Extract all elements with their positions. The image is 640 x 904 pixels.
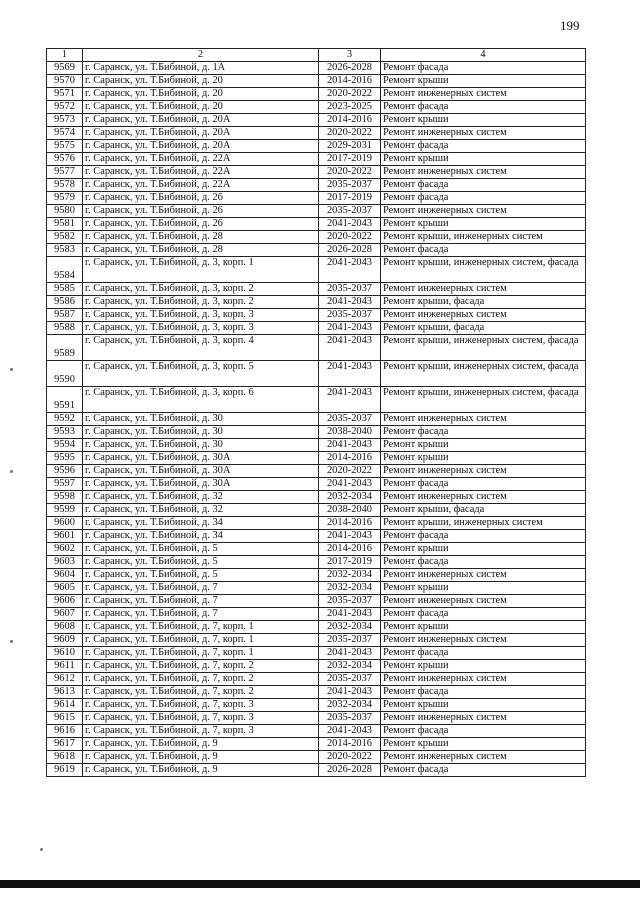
row-number-cell: 9576 [47,153,83,166]
period-cell: 2029-2031 [319,140,381,153]
work-type-cell: Ремонт крыши, инженерных систем [381,231,586,244]
address-cell: г. Саранск, ул. Т.Бибиной, д. 7, корп. 2 [83,660,319,673]
work-type-cell: Ремонт крыши [381,218,586,231]
period-cell: 2032-2034 [319,699,381,712]
row-number-cell: 9589 [47,335,83,361]
table-row [47,478,586,491]
row-number-cell: 9572 [47,101,83,114]
column-header-period: 3 [319,49,381,62]
table-row [47,439,586,452]
period-cell: 2026-2028 [319,764,381,777]
table-row [47,660,586,673]
period-cell: 2032-2034 [319,660,381,673]
work-type-cell: Ремонт инженерных систем [381,166,586,179]
row-number-cell: 9582 [47,231,83,244]
table-header-row [47,49,586,62]
period-cell: 2032-2034 [319,569,381,582]
address-cell: г. Саранск, ул. Т.Бибиной, д. 3, корп. 3 [83,309,319,322]
scan-speck [10,368,13,371]
address-cell: г. Саранск, ул. Т.Бибиной, д. 3, корп. 3 [83,322,319,335]
period-cell: 2041-2043 [319,335,381,361]
work-type-cell: Ремонт крыши, инженерных систем, фасада [381,361,586,387]
period-cell: 2020-2022 [319,166,381,179]
table-row [47,686,586,699]
table-row [47,335,586,361]
address-cell: г. Саранск, ул. Т.Бибиной, д. 9 [83,751,319,764]
work-type-cell: Ремонт фасада [381,62,586,75]
period-cell: 2041-2043 [319,478,381,491]
table-row [47,62,586,75]
work-type-cell: Ремонт фасада [381,179,586,192]
repair-schedule-table [46,48,586,777]
period-cell: 2014-2016 [319,738,381,751]
row-number-cell: 9598 [47,491,83,504]
table-row [47,114,586,127]
row-number-cell: 9604 [47,569,83,582]
period-cell: 2023-2025 [319,101,381,114]
period-cell: 2035-2037 [319,634,381,647]
address-cell: г. Саранск, ул. Т.Бибиной, д. 7 [83,595,319,608]
row-number-cell: 9613 [47,686,83,699]
address-cell: г. Саранск, ул. Т.Бибиной, д. 1А [83,62,319,75]
address-cell: г. Саранск, ул. Т.Бибиной, д. 30А [83,452,319,465]
work-type-cell: Ремонт крыши [381,660,586,673]
scan-speck [10,640,13,643]
period-cell: 2020-2022 [319,751,381,764]
row-number-cell: 9611 [47,660,83,673]
period-cell: 2032-2034 [319,582,381,595]
period-cell: 2032-2034 [319,621,381,634]
work-type-cell: Ремонт крыши [381,452,586,465]
row-number-cell: 9602 [47,543,83,556]
address-cell: г. Саранск, ул. Т.Бибиной, д. 9 [83,764,319,777]
address-cell: г. Саранск, ул. Т.Бибиной, д. 30А [83,478,319,491]
row-number-cell: 9607 [47,608,83,621]
work-type-cell: Ремонт инженерных систем [381,465,586,478]
work-type-cell: Ремонт фасада [381,608,586,621]
period-cell: 2041-2043 [319,257,381,283]
work-type-cell: Ремонт крыши, инженерных систем [381,517,586,530]
period-cell: 2041-2043 [319,387,381,413]
table-row [47,361,586,387]
address-cell: г. Саранск, ул. Т.Бибиной, д. 34 [83,530,319,543]
row-number-cell: 9581 [47,218,83,231]
address-cell: г. Саранск, ул. Т.Бибиной, д. 9 [83,738,319,751]
table-body [47,62,586,777]
table-row [47,504,586,517]
work-type-cell: Ремонт фасада [381,686,586,699]
work-type-cell: Ремонт фасада [381,244,586,257]
period-cell: 2041-2043 [319,686,381,699]
table-row [47,608,586,621]
period-cell: 2017-2019 [319,556,381,569]
work-type-cell: Ремонт инженерных систем [381,205,586,218]
address-cell: г. Саранск, ул. Т.Бибиной, д. 26 [83,205,319,218]
address-cell: г. Саранск, ул. Т.Бибиной, д. 28 [83,231,319,244]
table-row [47,413,586,426]
row-number-cell: 9601 [47,530,83,543]
row-number-cell: 9618 [47,751,83,764]
work-type-cell: Ремонт фасада [381,192,586,205]
table-row [47,309,586,322]
row-number-cell: 9600 [47,517,83,530]
address-cell: г. Саранск, ул. Т.Бибиной, д. 30 [83,413,319,426]
row-number-cell: 9617 [47,738,83,751]
period-cell: 2017-2019 [319,192,381,205]
table-row [47,582,586,595]
address-cell: г. Саранск, ул. Т.Бибиной, д. 20 [83,101,319,114]
address-cell: г. Саранск, ул. Т.Бибиной, д. 26 [83,192,319,205]
row-number-cell: 9587 [47,309,83,322]
work-type-cell: Ремонт инженерных систем [381,595,586,608]
table-row [47,283,586,296]
work-type-cell: Ремонт фасада [381,764,586,777]
work-type-cell: Ремонт крыши [381,75,586,88]
address-cell: г. Саранск, ул. Т.Бибиной, д. 7, корп. 1 [83,634,319,647]
address-cell: г. Саранск, ул. Т.Бибиной, д. 22А [83,153,319,166]
work-type-cell: Ремонт крыши [381,439,586,452]
row-number-cell: 9597 [47,478,83,491]
work-type-cell: Ремонт инженерных систем [381,491,586,504]
row-number-cell: 9578 [47,179,83,192]
period-cell: 2035-2037 [319,309,381,322]
row-number-cell: 9570 [47,75,83,88]
column-header-work: 4 [381,49,586,62]
address-cell: г. Саранск, ул. Т.Бибиной, д. 7, корп. 3 [83,712,319,725]
period-cell: 2041-2043 [319,296,381,309]
period-cell: 2032-2034 [319,491,381,504]
period-cell: 2035-2037 [319,413,381,426]
address-cell: г. Саранск, ул. Т.Бибиной, д. 3, корп. 4 [83,335,319,361]
period-cell: 2041-2043 [319,530,381,543]
address-cell: г. Саранск, ул. Т.Бибиной, д. 7, корп. 3 [83,725,319,738]
row-number-cell: 9588 [47,322,83,335]
period-cell: 2014-2016 [319,543,381,556]
period-cell: 2038-2040 [319,426,381,439]
row-number-cell: 9569 [47,62,83,75]
address-cell: г. Саранск, ул. Т.Бибиной, д. 32 [83,504,319,517]
period-cell: 2026-2028 [319,62,381,75]
table-row [47,166,586,179]
table-row [47,556,586,569]
work-type-cell: Ремонт крыши [381,582,586,595]
address-cell: г. Саранск, ул. Т.Бибиной, д. 22А [83,166,319,179]
period-cell: 2014-2016 [319,517,381,530]
work-type-cell: Ремонт крыши [381,699,586,712]
address-cell: г. Саранск, ул. Т.Бибиной, д. 3, корп. 6 [83,387,319,413]
period-cell: 2026-2028 [319,244,381,257]
table-row [47,452,586,465]
period-cell: 2035-2037 [319,673,381,686]
address-cell: г. Саранск, ул. Т.Бибиной, д. 30 [83,439,319,452]
row-number-cell: 9594 [47,439,83,452]
table-row [47,426,586,439]
table-row [47,764,586,777]
work-type-cell: Ремонт фасада [381,478,586,491]
address-cell: г. Саранск, ул. Т.Бибиной, д. 30А [83,465,319,478]
address-cell: г. Саранск, ул. Т.Бибиной, д. 5 [83,543,319,556]
row-number-cell: 9573 [47,114,83,127]
row-number-cell: 9592 [47,413,83,426]
period-cell: 2020-2022 [319,231,381,244]
address-cell: г. Саранск, ул. Т.Бибиной, д. 7 [83,582,319,595]
table-row [47,192,586,205]
period-cell: 2014-2016 [319,452,381,465]
table-row [47,621,586,634]
address-cell: г. Саранск, ул. Т.Бибиной, д. 3, корп. 2 [83,283,319,296]
row-number-cell: 9599 [47,504,83,517]
row-number-cell: 9610 [47,647,83,660]
table-row [47,699,586,712]
work-type-cell: Ремонт фасада [381,647,586,660]
period-cell: 2035-2037 [319,205,381,218]
table-row [47,179,586,192]
period-cell: 2035-2037 [319,179,381,192]
table-row [47,140,586,153]
table-row [47,153,586,166]
work-type-cell: Ремонт инженерных систем [381,569,586,582]
work-type-cell: Ремонт инженерных систем [381,712,586,725]
period-cell: 2041-2043 [319,361,381,387]
table-row [47,543,586,556]
table-row [47,88,586,101]
period-cell: 2035-2037 [319,712,381,725]
row-number-cell: 9593 [47,426,83,439]
row-number-cell: 9590 [47,361,83,387]
row-number-cell: 9591 [47,387,83,413]
scan-speck [40,848,43,851]
row-number-cell: 9596 [47,465,83,478]
address-cell: г. Саранск, ул. Т.Бибиной, д. 30 [83,426,319,439]
row-number-cell: 9574 [47,127,83,140]
row-number-cell: 9605 [47,582,83,595]
period-cell: 2020-2022 [319,465,381,478]
table-row [47,751,586,764]
work-type-cell: Ремонт инженерных систем [381,751,586,764]
address-cell: г. Саранск, ул. Т.Бибиной, д. 5 [83,569,319,582]
work-type-cell: Ремонт фасада [381,530,586,543]
table-row [47,244,586,257]
period-cell: 2035-2037 [319,283,381,296]
period-cell: 2041-2043 [319,322,381,335]
work-type-cell: Ремонт крыши [381,621,586,634]
row-number-cell: 9612 [47,673,83,686]
address-cell: г. Саранск, ул. Т.Бибиной, д. 3, корп. 5 [83,361,319,387]
column-header-number: 1 [47,49,83,62]
period-cell: 2017-2019 [319,153,381,166]
work-type-cell: Ремонт крыши [381,738,586,751]
period-cell: 2035-2037 [319,595,381,608]
work-type-cell: Ремонт инженерных систем [381,673,586,686]
row-number-cell: 9615 [47,712,83,725]
table-row [47,257,586,283]
address-cell: г. Саранск, ул. Т.Бибиной, д. 26 [83,218,319,231]
address-cell: г. Саранск, ул. Т.Бибиной, д. 3, корп. 2 [83,296,319,309]
period-cell: 2020-2022 [319,88,381,101]
row-number-cell: 9584 [47,257,83,283]
period-cell: 2041-2043 [319,608,381,621]
period-cell: 2041-2043 [319,439,381,452]
row-number-cell: 9575 [47,140,83,153]
period-cell: 2020-2022 [319,127,381,140]
work-type-cell: Ремонт крыши, инженерных систем, фасада [381,387,586,413]
address-cell: г. Саранск, ул. Т.Бибиной, д. 20 [83,75,319,88]
table-row [47,530,586,543]
scan-speck [10,470,13,473]
address-cell: г. Саранск, ул. Т.Бибиной, д. 34 [83,517,319,530]
row-number-cell: 9608 [47,621,83,634]
work-type-cell: Ремонт крыши, инженерных систем, фасада [381,257,586,283]
row-number-cell: 9616 [47,725,83,738]
work-type-cell: Ремонт крыши, фасада [381,296,586,309]
work-type-cell: Ремонт фасада [381,426,586,439]
address-cell: г. Саранск, ул. Т.Бибиной, д. 7, корп. 2 [83,686,319,699]
work-type-cell: Ремонт крыши [381,114,586,127]
table-row [47,725,586,738]
work-type-cell: Ремонт инженерных систем [381,634,586,647]
address-cell: г. Саранск, ул. Т.Бибиной, д. 20 [83,88,319,101]
row-number-cell: 9580 [47,205,83,218]
table-row [47,101,586,114]
table-row [47,296,586,309]
work-type-cell: Ремонт фасада [381,140,586,153]
row-number-cell: 9614 [47,699,83,712]
row-number-cell: 9619 [47,764,83,777]
work-type-cell: Ремонт фасада [381,725,586,738]
row-number-cell: 9577 [47,166,83,179]
address-cell: г. Саранск, ул. Т.Бибиной, д. 7 [83,608,319,621]
table-row [47,647,586,660]
table-row [47,634,586,647]
address-cell: г. Саранск, ул. Т.Бибиной, д. 3, корп. 1 [83,257,319,283]
address-cell: г. Саранск, ул. Т.Бибиной, д. 20А [83,114,319,127]
scan-bottom-edge [0,880,640,888]
address-cell: г. Саранск, ул. Т.Бибиной, д. 7, корп. 2 [83,673,319,686]
table-row [47,127,586,140]
page-number: 199 [560,18,580,33]
table-row [47,322,586,335]
table-row [47,517,586,530]
row-number-cell: 9583 [47,244,83,257]
row-number-cell: 9579 [47,192,83,205]
work-type-cell: Ремонт инженерных систем [381,413,586,426]
table-row [47,387,586,413]
period-cell: 2014-2016 [319,75,381,88]
address-cell: г. Саранск, ул. Т.Бибиной, д. 20А [83,127,319,140]
table-row [47,569,586,582]
table-row [47,75,586,88]
table-row [47,712,586,725]
work-type-cell: Ремонт инженерных систем [381,309,586,322]
work-type-cell: Ремонт инженерных систем [381,127,586,140]
work-type-cell: Ремонт крыши, фасада [381,322,586,335]
address-cell: г. Саранск, ул. Т.Бибиной, д. 7, корп. 1 [83,647,319,660]
table-row [47,231,586,244]
row-number-cell: 9571 [47,88,83,101]
table-row [47,205,586,218]
period-cell: 2041-2043 [319,647,381,660]
address-cell: г. Саранск, ул. Т.Бибиной, д. 7, корп. 1 [83,621,319,634]
column-header-address: 2 [83,49,319,62]
address-cell: г. Саранск, ул. Т.Бибиной, д. 7, корп. 3 [83,699,319,712]
row-number-cell: 9603 [47,556,83,569]
address-cell: г. Саранск, ул. Т.Бибиной, д. 22А [83,179,319,192]
row-number-cell: 9606 [47,595,83,608]
address-cell: г. Саранск, ул. Т.Бибиной, д. 28 [83,244,319,257]
work-type-cell: Ремонт крыши, инженерных систем, фасада [381,335,586,361]
address-cell: г. Саранск, ул. Т.Бибиной, д. 5 [83,556,319,569]
period-cell: 2014-2016 [319,114,381,127]
period-cell: 2038-2040 [319,504,381,517]
period-cell: 2041-2043 [319,218,381,231]
table-row [47,738,586,751]
row-number-cell: 9609 [47,634,83,647]
row-number-cell: 9586 [47,296,83,309]
row-number-cell: 9585 [47,283,83,296]
table-row [47,673,586,686]
work-type-cell: Ремонт фасада [381,101,586,114]
address-cell: г. Саранск, ул. Т.Бибиной, д. 20А [83,140,319,153]
work-type-cell: Ремонт крыши [381,153,586,166]
work-type-cell: Ремонт крыши [381,543,586,556]
table-row [47,595,586,608]
table-row [47,465,586,478]
address-cell: г. Саранск, ул. Т.Бибиной, д. 32 [83,491,319,504]
table-row [47,491,586,504]
work-type-cell: Ремонт инженерных систем [381,283,586,296]
table-row [47,218,586,231]
period-cell: 2041-2043 [319,725,381,738]
work-type-cell: Ремонт фасада [381,556,586,569]
row-number-cell: 9595 [47,452,83,465]
work-type-cell: Ремонт инженерных систем [381,88,586,101]
work-type-cell: Ремонт крыши, фасада [381,504,586,517]
